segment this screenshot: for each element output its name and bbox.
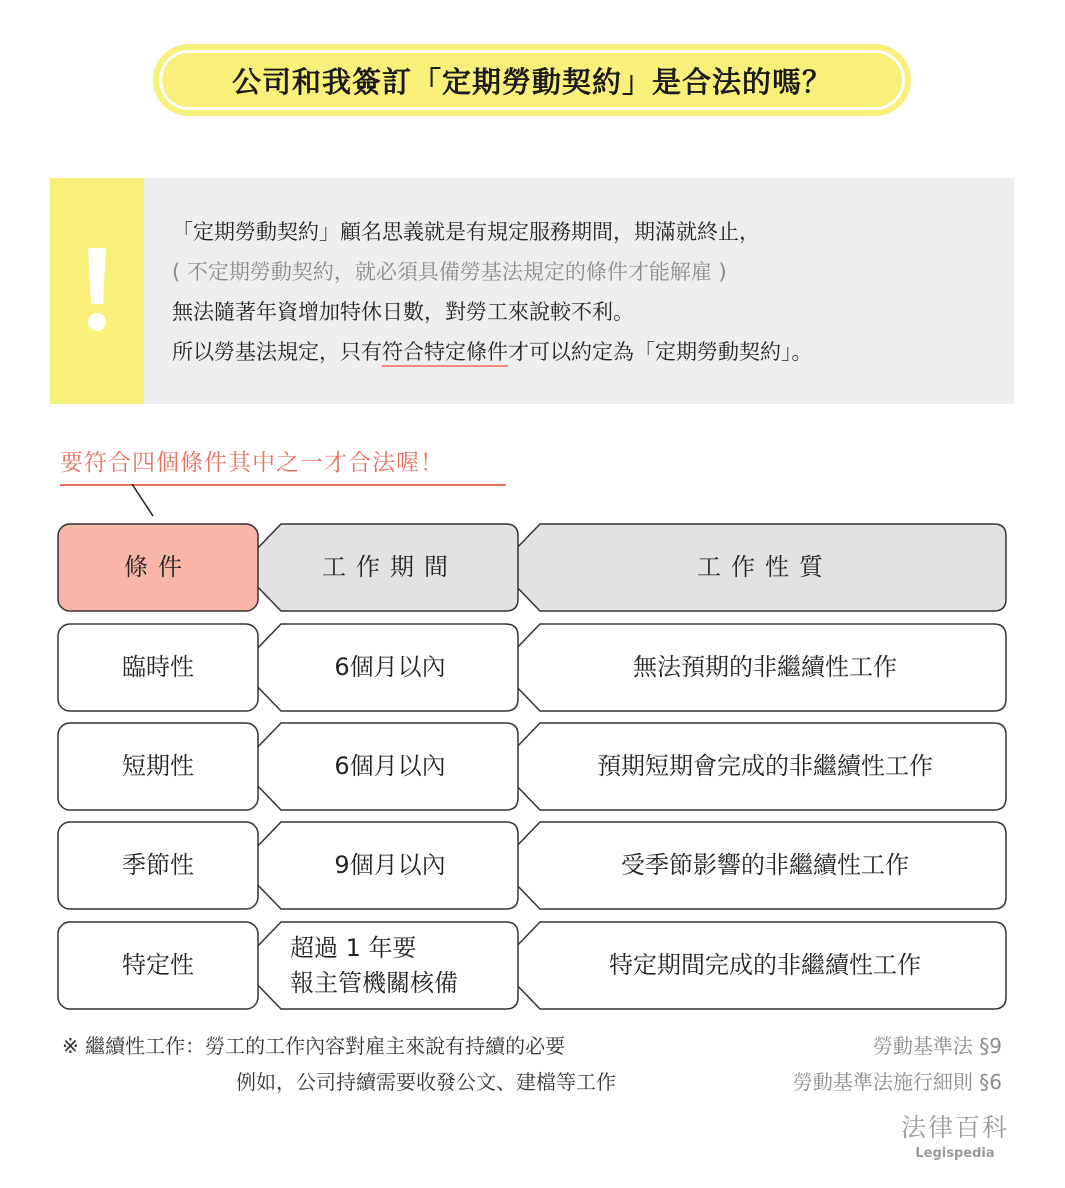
row-1-period: 6個月以內 — [334, 653, 446, 681]
row-2-condition: 短期性 — [122, 752, 194, 780]
footnote-line-1: ※ 繼續性工作：勞工的工作內容對雇主來說有持續的必要 — [62, 1034, 566, 1058]
header-period: 工作期間 — [322, 553, 458, 581]
row-3-condition: 季節性 — [122, 851, 194, 879]
row-1-nature: 無法預期的非繼續性工作 — [633, 653, 897, 681]
header-condition: 條件 — [124, 553, 192, 581]
row-4-period-line-2: 報主管機關核備 — [290, 968, 458, 997]
row-2-nature: 預期短期會完成的非繼續性工作 — [597, 752, 933, 780]
row-4-period — [270, 922, 510, 1009]
notice-highlight: 符合特定條件 — [382, 340, 508, 367]
row-4-period-line-1: 超過 1 年要 — [290, 933, 417, 962]
callout-text: 要符合四個條件其中之一才合法喔！ — [60, 450, 444, 476]
row-3-nature: 受季節影響的非繼續性工作 — [621, 851, 909, 879]
callout-pointer — [132, 484, 153, 516]
row-2-period: 6個月以內 — [334, 752, 446, 780]
reference-2: 勞動基準法施行細則 §6 — [792, 1070, 1002, 1094]
notice-line-2: ( 不定期勞動契約，就必須具備勞基法規定的條件才能解雇 ) — [172, 260, 727, 284]
header-nature: 工作性質 — [697, 553, 833, 581]
row-4-nature: 特定期間完成的非繼續性工作 — [609, 951, 921, 979]
brand-logo — [880, 1108, 1030, 1161]
row-3-period: 9個月以內 — [334, 851, 446, 879]
notice-line-3: 無法隨著年資增加特休日數，對勞工來說較不利。 — [172, 300, 634, 324]
notice-line-1: 「定期勞動契約」顧名思義就是有規定服務期間，期滿就終止， — [172, 220, 760, 244]
row-1-condition: 臨時性 — [122, 653, 194, 681]
page-title: 公司和我簽訂「定期勞動契約」是合法的嗎？ — [159, 50, 905, 110]
brand-name-en: Legispedia — [915, 1146, 995, 1161]
notice-line-4-post: 才可以約定為「定期勞動契約」。 — [508, 340, 813, 364]
reference-1: 勞動基準法 §9 — [872, 1034, 1002, 1058]
footnote-line-2: 例如，公司持續需要收發公文、建檔等工作 — [236, 1070, 616, 1094]
row-4-condition: 特定性 — [122, 951, 194, 979]
notice-line-4-pre: 所以勞基法規定，只有 — [172, 340, 382, 364]
brand-name-zh: 法律百科 — [900, 1113, 1009, 1142]
